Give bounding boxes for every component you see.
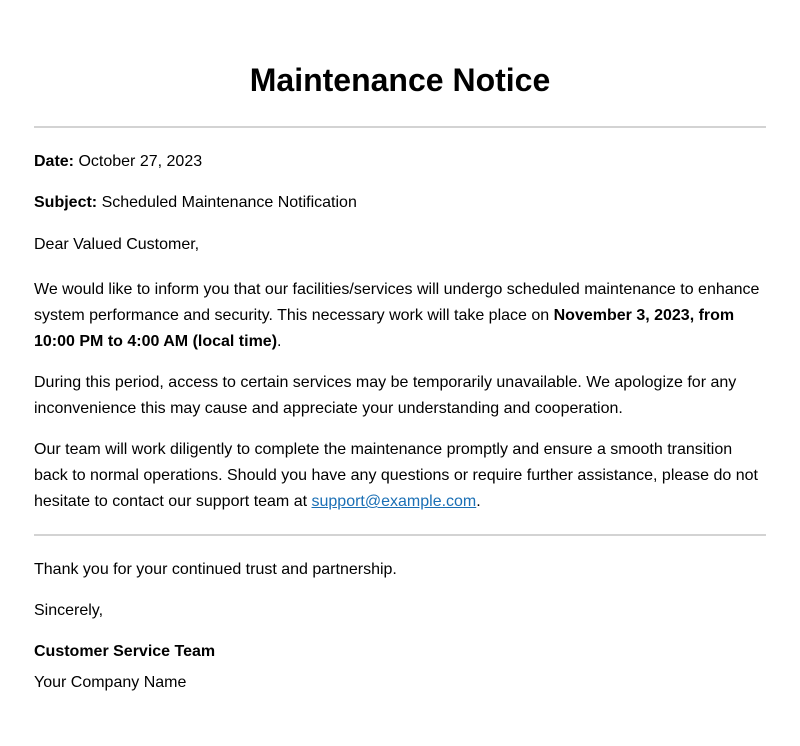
support-email-link[interactable]: support@example.com [311,493,477,510]
paragraph-support [34,437,766,515]
date-line [34,149,766,175]
date-label: Date: [34,153,75,170]
page-title: Maintenance Notice [249,62,551,98]
bottom-divider [34,534,766,536]
paragraph1-text: We would like to inform you that our facilities/services will undergo scheduled maintenance to enhance system performance and security. This necessary work will take place on [34,281,760,324]
paragraph-maintenance-window [34,277,766,355]
paragraph3-text: Our team will work diligently to complete the maintenance promptly and ensure a smooth transition back to normal operations. Should you have any questions or require further assistance, please do not hesitate to contact our support team at [34,441,758,510]
team-name: Customer Service Team [34,643,216,660]
top-divider [34,126,766,128]
paragraph3-end: . [476,493,481,510]
sign-off: Sincerely, [34,602,104,619]
subject-label: Subject: [34,194,98,211]
thanks-line: Thank you for your continued trust and partnership. [34,561,397,578]
subject-line [34,190,766,216]
paragraph1-end: . [277,333,282,350]
paragraph-service-impact: During this period, access to certain services may be temporarily unavailable. We apologize for any inconvenience this may cause and appreciate your understanding and cooperation. [34,374,737,417]
company-name: Your Company Name [34,674,187,691]
subject-value: Scheduled Maintenance Notification [101,194,357,211]
date-value: October 27, 2023 [78,153,203,170]
greeting: Dear Valued Customer, [34,236,200,253]
maintenance-window: November 3, 2023, from 10:00 PM to 4:00 AM (local time) [34,307,735,350]
